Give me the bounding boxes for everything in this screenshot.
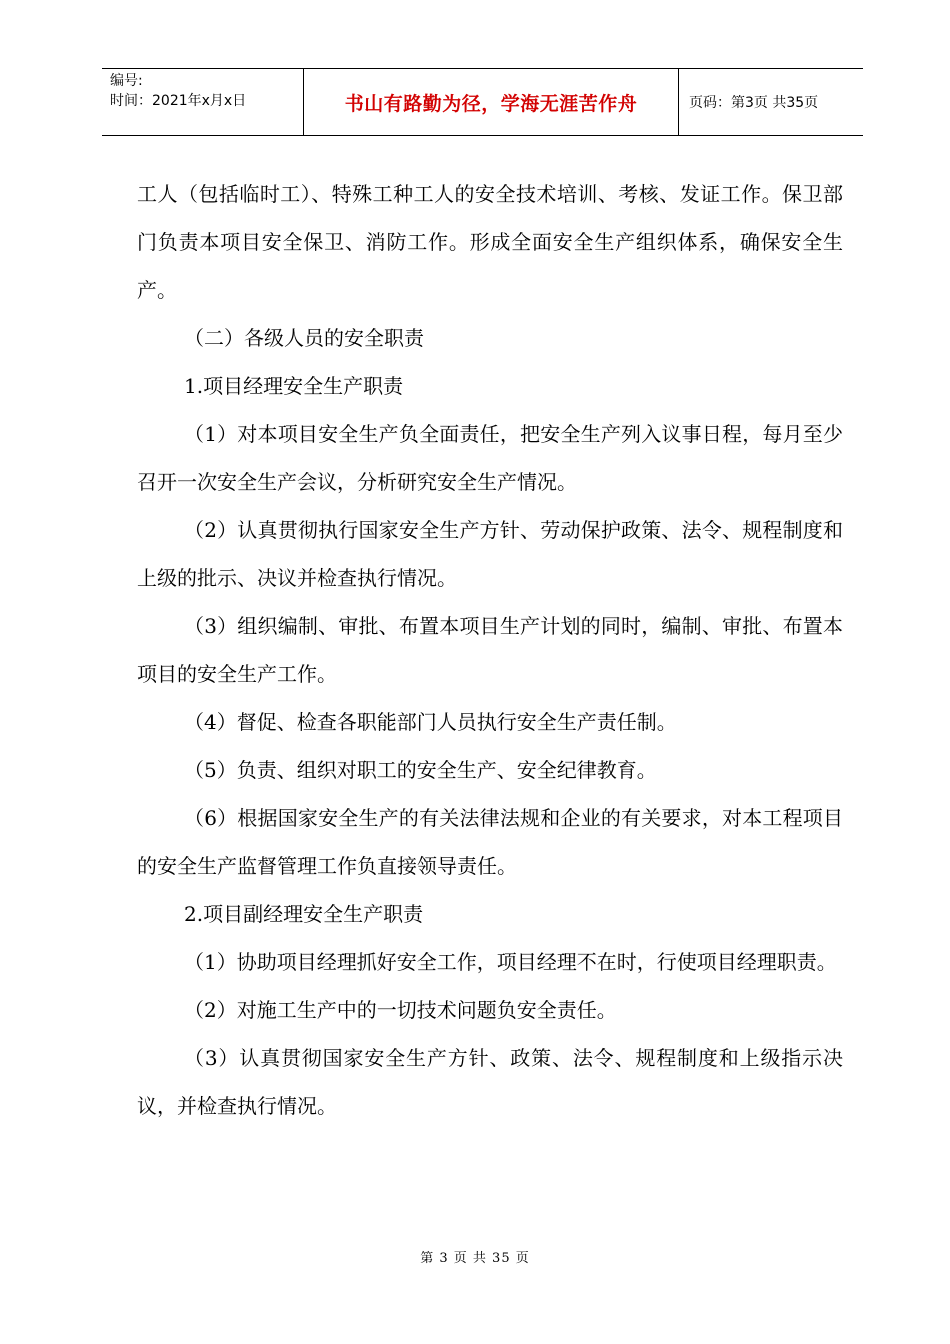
paragraph: （4）督促、检查各职能部门人员执行安全生产责任制。 xyxy=(184,710,677,734)
paragraph: （6）根据国家安全生产的有关法律法规和企业的有关要求，对本工程项目的安全生产监督管理工作负直接领导责任。 xyxy=(137,806,843,878)
page-header xyxy=(102,68,863,136)
page-footer: 第 3 页 共 35 页 xyxy=(420,1251,530,1266)
number-label: 编号: xyxy=(110,73,143,89)
paragraph: （1）协助项目经理抓好安全工作，项目经理不在时，行使项目经理职责。 xyxy=(184,950,837,974)
paragraph: （3）组织编制、审批、布置本项目生产计划的同时，编制、审批、布置本项目的安全生产工作。 xyxy=(137,614,843,686)
document-body xyxy=(137,170,843,1130)
section-heading: （二）各级人员的安全职责 xyxy=(184,326,424,350)
paragraph: 工人（包括临时工）、特殊工种工人的安全技术培训、考核、发证工作。保卫部门负责本项目安全保卫、消防工作。形成全面安全生产组织体系，确保安全生产。 xyxy=(137,182,843,302)
paragraph: （1）对本项目安全生产负全面责任，把安全生产列入议事日程，每月至少召开一次安全生产会议，分析研究安全生产情况。 xyxy=(137,422,843,494)
paragraph: （2）对施工生产中的一切技术问题负安全责任。 xyxy=(184,998,617,1022)
paragraph: （5）负责、组织对职工的安全生产、安全纪律教育。 xyxy=(184,758,657,782)
paragraph: （2）认真贯彻执行国家安全生产方针、劳动保护政策、法令、规程制度和上级的批示、决议并检查执行情况。 xyxy=(137,518,843,590)
header-meta xyxy=(102,69,304,135)
header-motto: 书山有路勤为径，学海无涯苦作舟 xyxy=(304,69,679,135)
header-page-code: 页码：第3页 共35页 xyxy=(689,95,819,111)
paragraph: （3）认真贯彻国家安全生产方针、政策、法令、规程制度和上级指示决议，并检查执行情况。 xyxy=(137,1046,843,1118)
time-label: 时间：2021年x月x日 xyxy=(110,93,247,109)
subsection-heading: 2.项目副经理安全生产职责 xyxy=(184,902,424,926)
subsection-heading: 1.项目经理安全生产职责 xyxy=(184,374,404,398)
